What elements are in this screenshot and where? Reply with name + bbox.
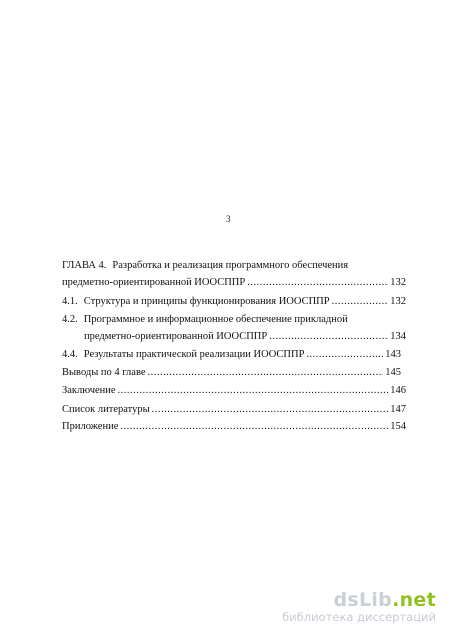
- watermark-logo: dsLib.net: [333, 589, 436, 611]
- toc-entry-title: Программное и информационное обеспечение прикладной: [83, 314, 348, 325]
- toc-entry: [62, 367, 401, 379]
- toc-chapter-number: ГЛАВА 4.: [62, 260, 107, 271]
- toc-leader-dots: [118, 385, 389, 397]
- toc-entry-number: 4.2.: [62, 314, 78, 325]
- toc-entry-title: Выводы по 4 главе: [62, 367, 146, 378]
- toc-entry: [62, 421, 406, 433]
- toc-entry-page: 134: [390, 331, 406, 342]
- toc-entry-page: 132: [390, 296, 406, 307]
- toc-leader-dots: [306, 349, 383, 361]
- toc-leader-dots: [332, 296, 389, 308]
- toc-entry: [62, 296, 406, 308]
- toc-leader-dots: [120, 421, 388, 433]
- toc-entry: [62, 349, 401, 361]
- toc-leader-dots: [247, 277, 388, 289]
- toc-entry-page: 143: [385, 349, 401, 360]
- toc-entry-number: 4.4.: [62, 349, 78, 360]
- toc-entry-title: Результаты практической реализации ИООСППР: [83, 349, 305, 360]
- toc-entry: [62, 314, 348, 326]
- toc-entry-page: 132: [390, 277, 406, 288]
- watermark: [282, 590, 436, 624]
- toc-leader-dots: [269, 331, 388, 343]
- toc-entry-title: Приложение: [62, 421, 119, 432]
- toc-entry-number: 4.1.: [62, 296, 78, 307]
- toc-entry: [84, 331, 406, 343]
- toc-entry-title: Структура и принципы функционирования ИООСППР: [83, 296, 330, 307]
- watermark-subtitle: библиотека диссертаций: [282, 610, 436, 624]
- toc-entry-page: 146: [390, 385, 406, 396]
- toc-entry: [62, 404, 406, 416]
- toc-entry-page: 147: [390, 404, 406, 415]
- toc-entry-title: Заключение: [62, 385, 116, 396]
- toc-entry: [62, 277, 406, 289]
- toc-entry-page: 145: [385, 367, 401, 378]
- toc-chapter-heading: [62, 260, 348, 272]
- toc-entry: [62, 385, 406, 397]
- toc-entry-title: предметно-ориентированной ИООСППР: [62, 277, 246, 288]
- toc-entry-title: Список литературы: [62, 404, 150, 415]
- toc-chapter-title: Разработка и реализация программного обеспечения: [112, 260, 349, 271]
- toc-entry-page: 154: [390, 421, 406, 432]
- toc-leader-dots: [152, 404, 389, 416]
- page-number: 3: [226, 214, 231, 224]
- toc-leader-dots: [148, 367, 384, 379]
- toc-entry-title: предметно-ориентированной ИООСППР: [84, 331, 268, 342]
